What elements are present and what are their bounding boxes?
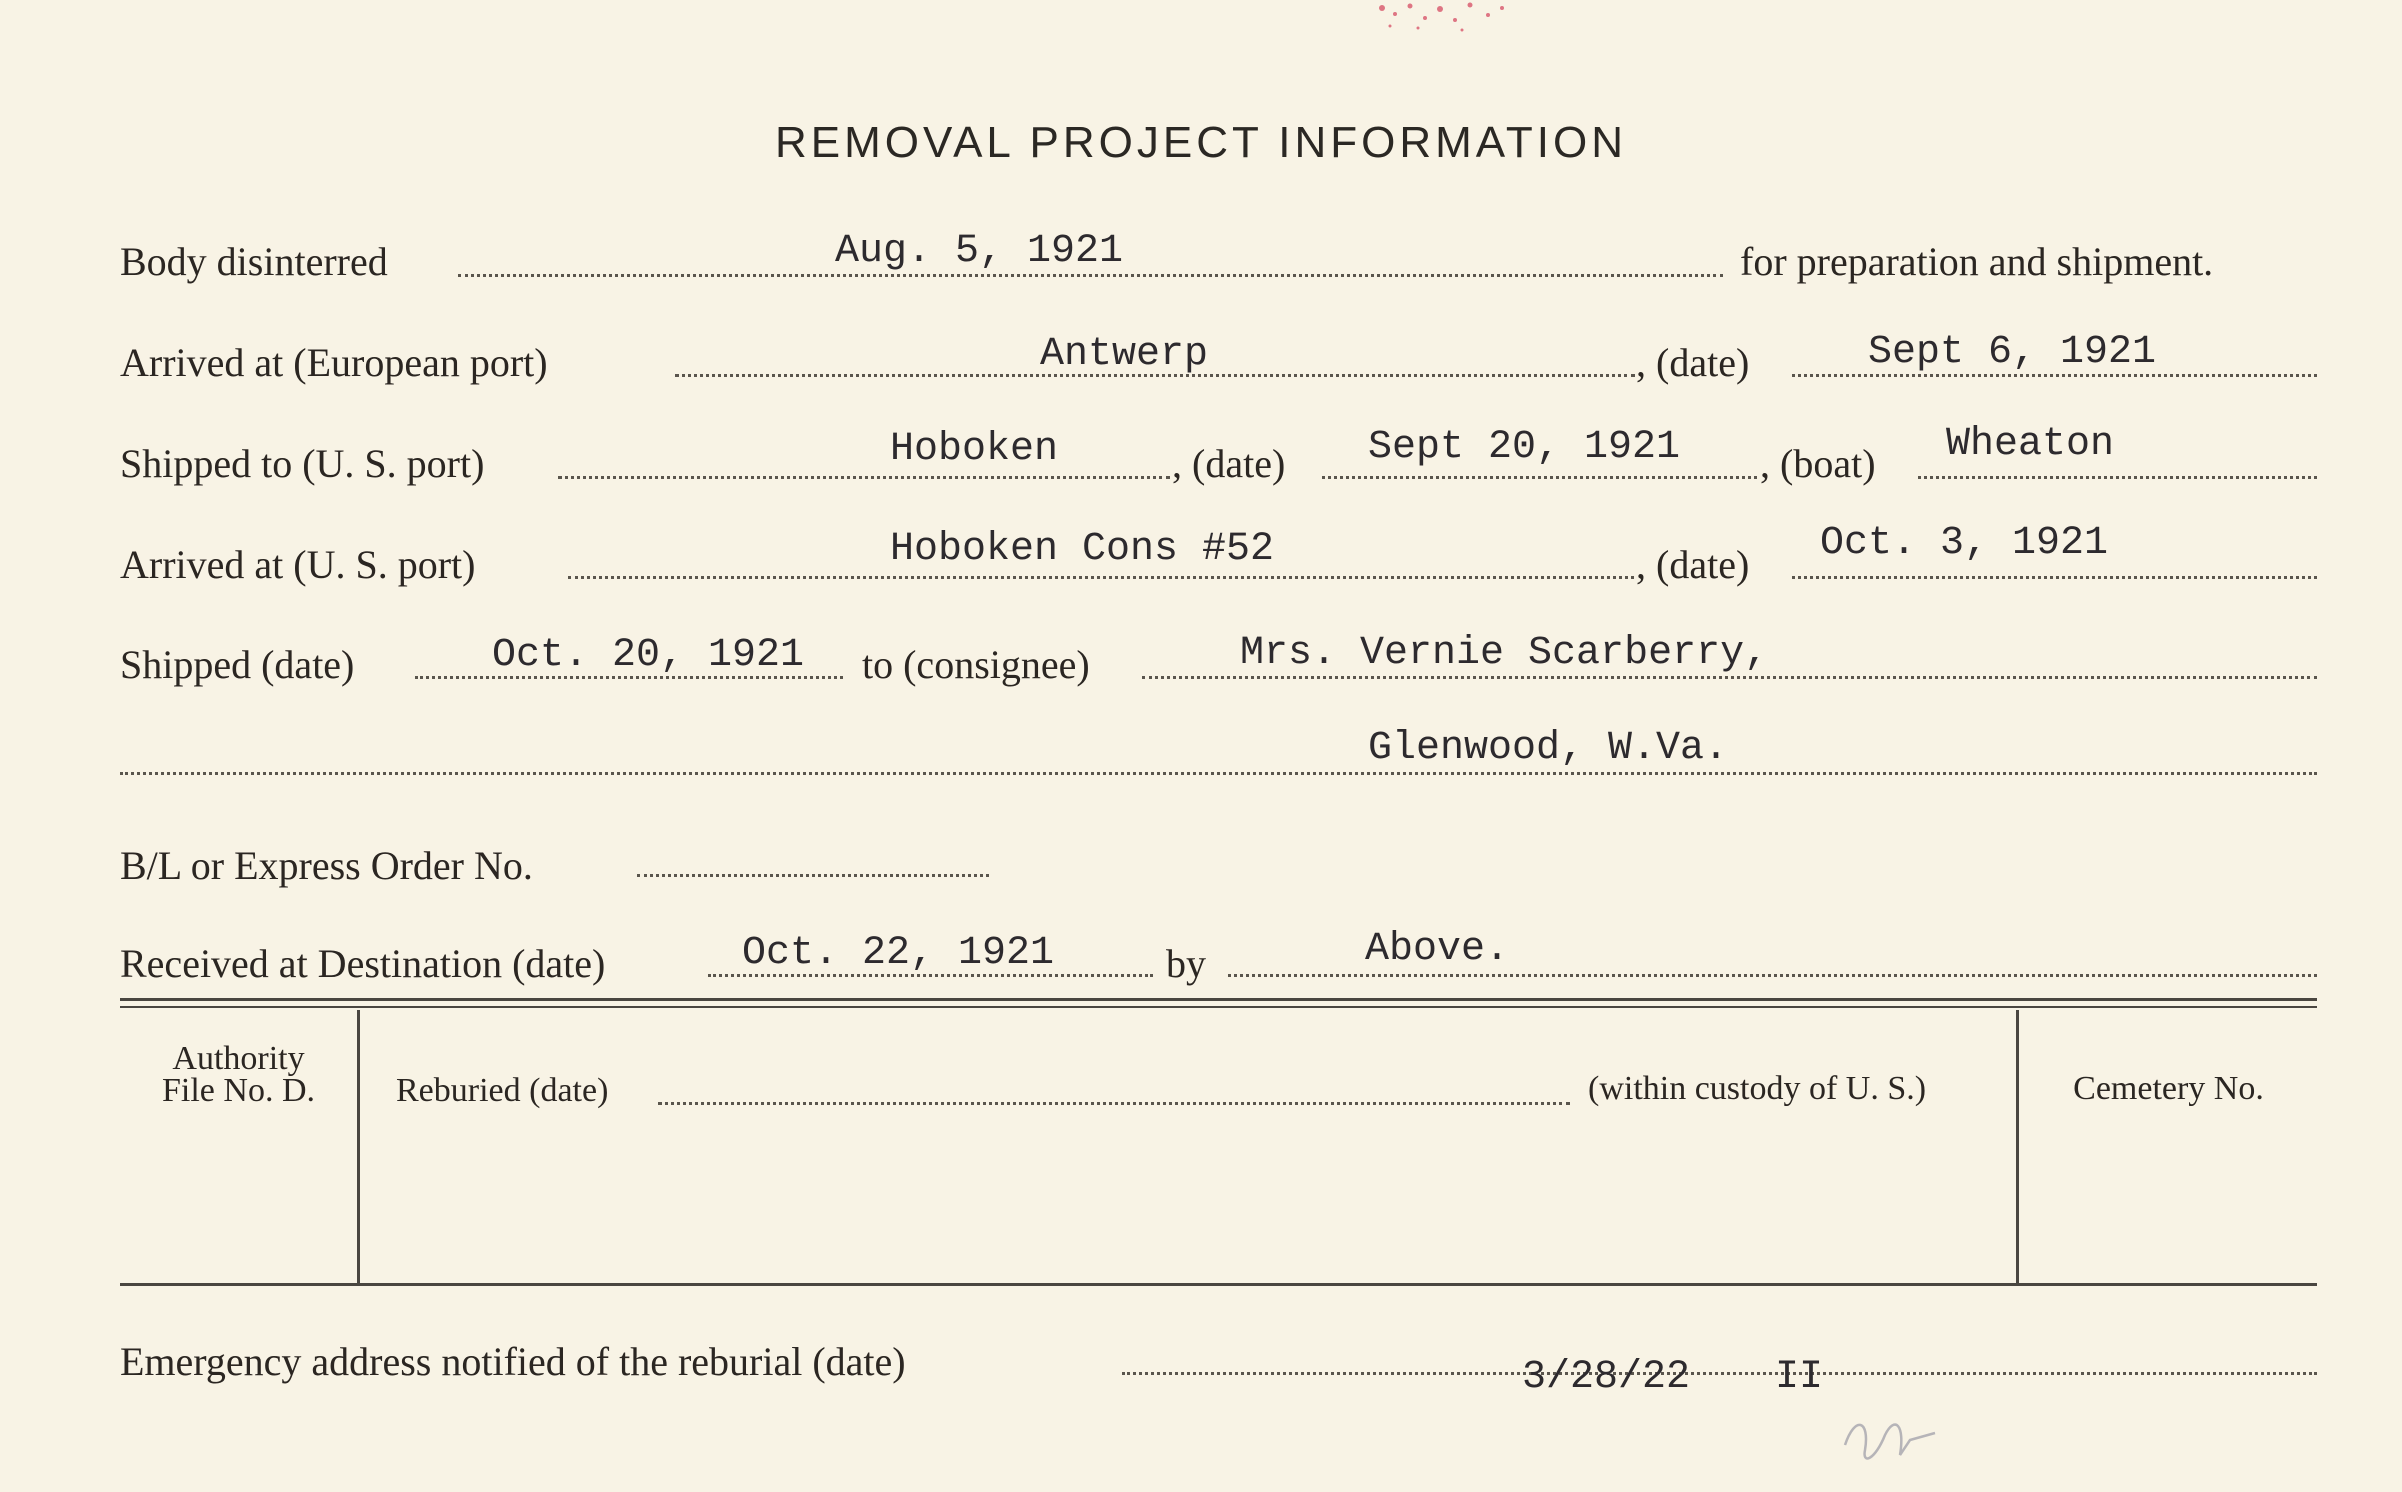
page-title: REMOVAL PROJECT INFORMATION — [775, 118, 1627, 167]
emergency-date-value: 3/28/22 — [1522, 1355, 1691, 1400]
arrived-us-port-label: Arrived at (U. S. port) — [120, 542, 476, 587]
body-disinterred-value: Aug. 5, 1921 — [835, 229, 1124, 274]
received-date-value: Oct. 22, 1921 — [742, 931, 1055, 976]
box-bottom-rule — [120, 1283, 2317, 1286]
authority-label: Authority — [172, 1040, 305, 1077]
emergency-initials: II — [1775, 1355, 1824, 1400]
arrived-us-date-line — [1792, 576, 2317, 579]
reburied-date-label: Reburied (date) — [396, 1072, 609, 1109]
arrived-us-date-value: Oct. 3, 1921 — [1820, 521, 2109, 566]
file-no-label: File No. D. — [162, 1072, 315, 1109]
address-line — [120, 772, 2317, 775]
shipped-us-date-line — [1322, 476, 1757, 479]
custody-label: (within custody of U. S.) — [1588, 1070, 1927, 1107]
boat-value: Wheaton — [1946, 422, 2115, 467]
boat-label: , (boat) — [1760, 441, 1876, 486]
european-date-value: Sept 6, 1921 — [1868, 330, 2157, 375]
body-disinterred-line — [458, 274, 1723, 277]
box-left-divider — [357, 1010, 360, 1284]
emergency-address-label: Emergency address notified of the reburial (date) — [120, 1339, 906, 1384]
by-label: by — [1166, 941, 1206, 986]
handwritten-mark — [1840, 1405, 1950, 1475]
box-right-divider — [2016, 1010, 2019, 1284]
by-value: Above. — [1365, 927, 1510, 972]
european-port-value: Antwerp — [1040, 332, 1209, 377]
bl-express-order-line — [637, 874, 989, 877]
reburied-date-line — [658, 1102, 1570, 1105]
arrived-us-port-line — [568, 576, 1634, 579]
european-date-label: , (date) — [1636, 340, 1750, 385]
arrived-european-port-label: Arrived at (European port) — [120, 340, 548, 385]
red-stamp-mark — [1370, 0, 1520, 40]
arrived-us-date-label: , (date) — [1636, 542, 1750, 587]
bl-express-order-label: B/L or Express Order No. — [120, 843, 533, 888]
consignee-line — [1142, 676, 2317, 679]
box-top-rule-2 — [120, 1006, 2317, 1008]
boat-line — [1918, 476, 2317, 479]
emergency-date-line — [1122, 1372, 2317, 1375]
body-disinterred-label: Body disinterred — [120, 239, 388, 284]
received-destination-label: Received at Destination (date) — [120, 941, 606, 986]
consignee-address: Glenwood, W.Va. — [1368, 726, 1729, 771]
shipped-us-date-value: Sept 20, 1921 — [1368, 425, 1681, 470]
preparation-shipment-label: for preparation and shipment. — [1740, 239, 2214, 284]
shipped-date-value: Oct. 20, 1921 — [492, 633, 805, 678]
shipped-date-label: Shipped (date) — [120, 642, 355, 687]
shipped-us-port-value: Hoboken — [890, 427, 1059, 472]
consignee-label: to (consignee) — [862, 642, 1090, 687]
by-line — [1228, 974, 2317, 977]
box-top-rule-1 — [120, 998, 2317, 1001]
shipped-us-port-label: Shipped to (U. S. port) — [120, 441, 485, 486]
shipped-us-port-line — [558, 476, 1170, 479]
arrived-us-port-value: Hoboken Cons #52 — [890, 527, 1275, 572]
consignee-value: Mrs. Vernie Scarberry, — [1240, 631, 1769, 676]
shipped-us-date-label: , (date) — [1172, 441, 1286, 486]
cemetery-no-label: Cemetery No. — [2073, 1070, 2264, 1107]
